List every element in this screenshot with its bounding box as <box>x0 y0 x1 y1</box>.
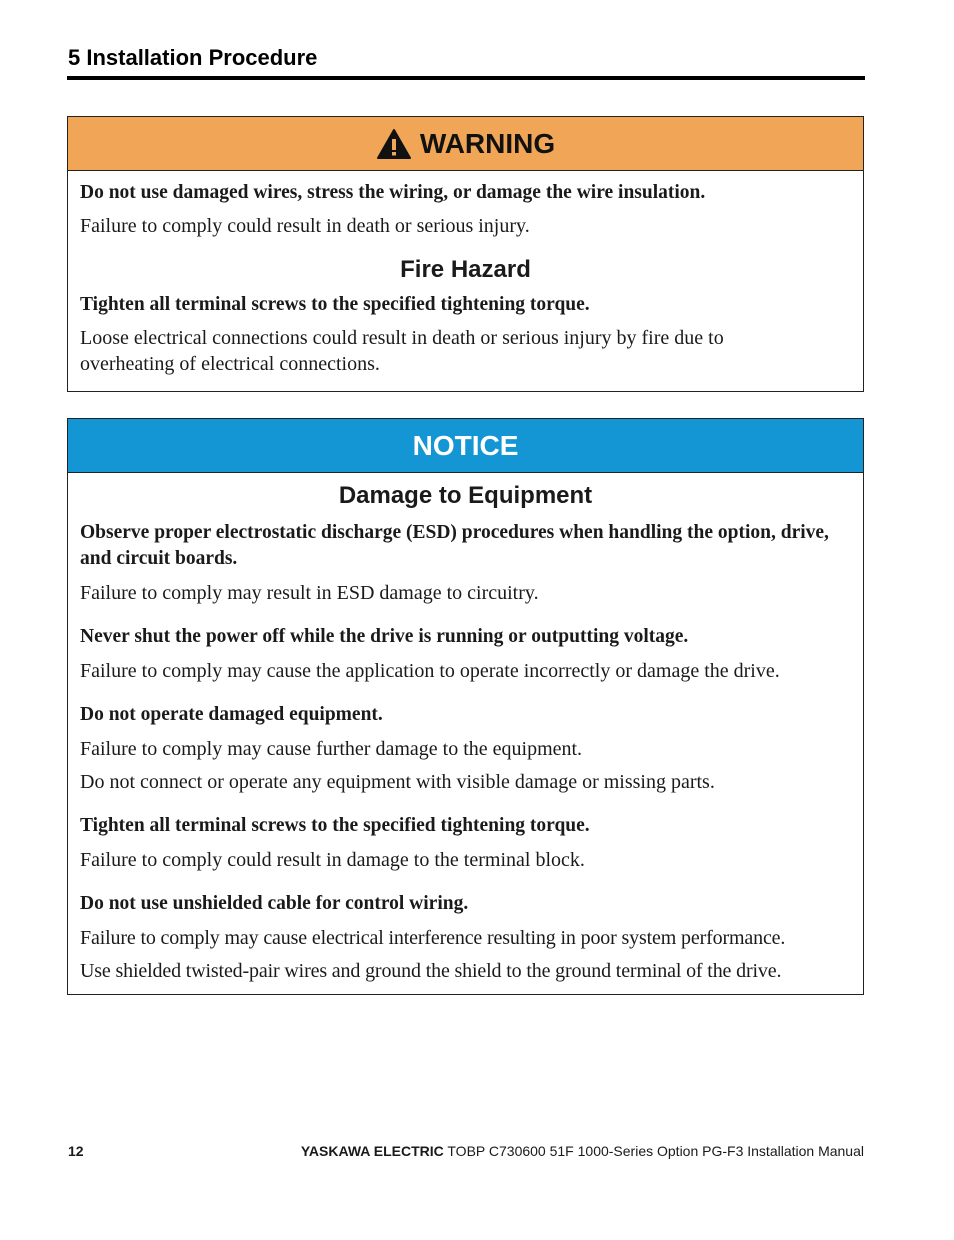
notice-item-heading: Do not use unshielded cable for control wiring. <box>80 893 469 914</box>
warning-item-1-heading: Do not use damaged wires, stress the wiring, or damage the wire insulation. <box>80 182 706 203</box>
footer-brand: YASKAWA ELECTRIC <box>300 1143 444 1159</box>
damage-to-equipment-title: Damage to Equipment <box>338 482 593 509</box>
warning-box <box>67 116 864 392</box>
notice-item-text: Failure to comply may result in ESD damage to circuitry. <box>80 582 539 604</box>
notice-banner <box>68 419 863 473</box>
notice-item-heading: Observe proper electrostatic discharge (ESD) procedures when handling the option, drive, and circuit boards. <box>80 522 829 569</box>
notice-item-heading: Never shut the power off while the drive is running or outputting voltage. <box>80 626 689 647</box>
footer-manual-title <box>301 1143 864 1159</box>
warning-triangle-icon <box>376 128 412 160</box>
notice-box <box>67 418 864 995</box>
notice-item-heading: Do not operate damaged equipment. <box>80 704 383 725</box>
notice-item-text: Use shielded twisted-pair wires and ground the shield to the ground terminal of the drive. <box>80 960 782 982</box>
warning-banner <box>68 117 863 171</box>
fire-hazard-title: Fire Hazard <box>400 256 531 283</box>
notice-item-text: Failure to comply could result in damage to the terminal block. <box>80 849 585 871</box>
section-title: 5 Installation Procedure <box>68 45 318 70</box>
footer-manual-name: TOBP C730600 51F 1000-Series Option PG-F3 Installation Manual <box>443 1143 864 1159</box>
notice-item-text: Do not connect or operate any equipment with visible damage or missing parts. <box>80 771 715 793</box>
warning-item-1-text: Failure to comply could result in death or serious injury. <box>80 215 530 237</box>
warning-item-2-text: Loose electrical connections could result in death or serious injury by fire due to overheating of electrical connections. <box>80 327 724 375</box>
notice-item-heading: Tighten all terminal screws to the specified tightening torque. <box>80 815 590 836</box>
notice-item-text: Failure to comply may cause the application to operate incorrectly or damage the drive. <box>80 660 780 682</box>
notice-item-text: Failure to comply may cause electrical interference resulting in poor system performance. <box>80 927 786 949</box>
page-number: 12 <box>68 1143 84 1159</box>
section-divider <box>67 76 865 80</box>
notice-item-text: Failure to comply may cause further damage to the equipment. <box>80 738 583 760</box>
warning-label: WARNING <box>419 127 556 159</box>
warning-item-2-heading: Tighten all terminal screws to the specified tightening torque. <box>80 294 590 315</box>
notice-label: NOTICE <box>412 429 519 461</box>
